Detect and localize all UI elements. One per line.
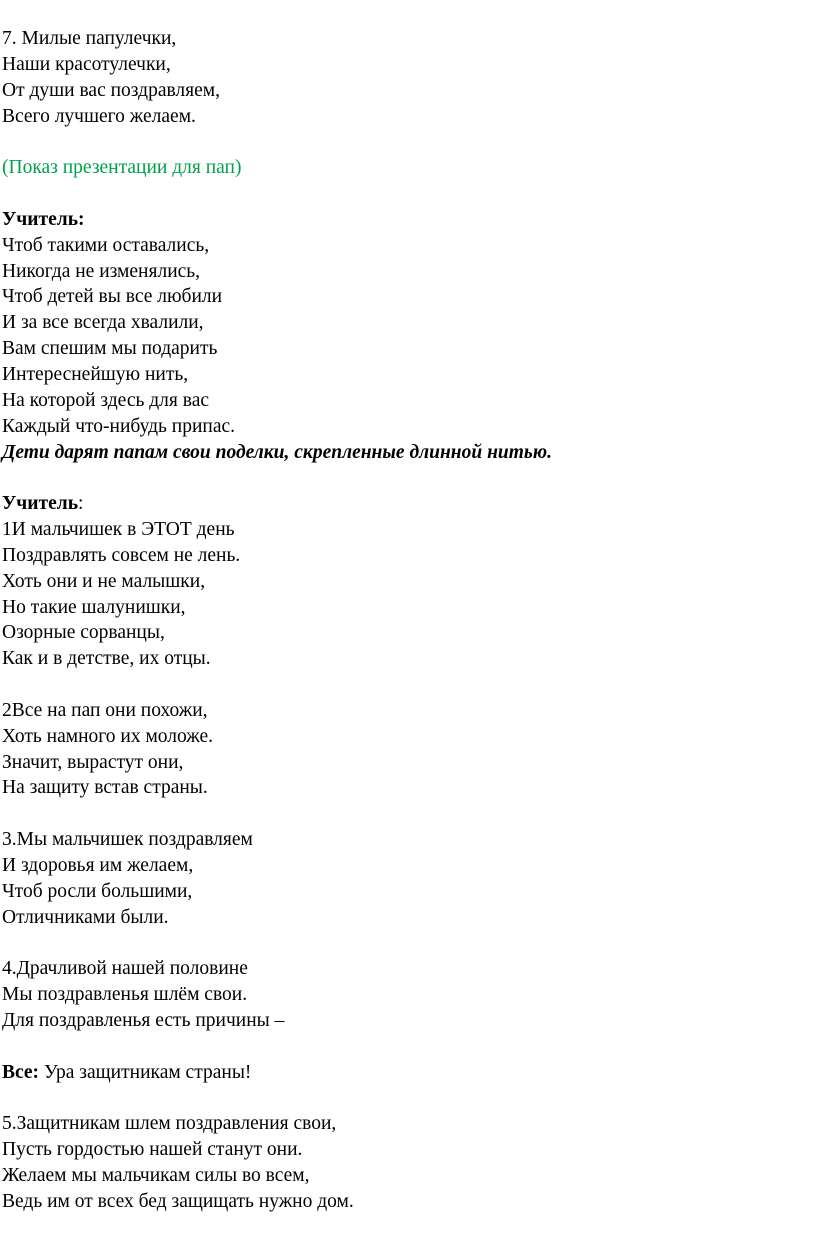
verse-line: Всего лучшего желаем. [2, 105, 196, 127]
verse-line: Мы поздравленья шлём свои. [2, 984, 248, 1006]
verse-line: 1И мальчишек в ЭТОТ день [2, 519, 235, 541]
spacer [2, 1034, 802, 1060]
spacer [2, 465, 802, 491]
verse-line: Каждый что-нибудь припас. [2, 415, 236, 437]
verse-line: Хоть намного их моложе. [2, 725, 214, 747]
speaker-label: Учитель: [2, 208, 85, 230]
verse-line: Как и в детстве, их отцы. [2, 648, 211, 670]
verse-line: На которой здесь для вас [2, 389, 210, 411]
stage-direction: Дети дарят папам свои поделки, скрепленные длинной нитью. [2, 441, 552, 463]
spacer [2, 1086, 802, 1112]
all-text: Ура защитникам страны! [39, 1061, 252, 1083]
spacer [2, 801, 802, 827]
spacer [2, 931, 802, 957]
verse-line: Желаем мы мальчикам силы во всем, [2, 1165, 310, 1187]
stanza-7 [2, 26, 802, 129]
spacer [2, 129, 802, 155]
verse-line: 2Все на пап они похожи, [2, 699, 208, 721]
verse-line: Интереснейшую нить, [2, 363, 189, 385]
verse-line: На защиту встав страны. [2, 777, 208, 799]
verse-line: Чтоб росли большими, [2, 880, 193, 902]
spacer [2, 672, 802, 698]
verse-line: Значит, вырастут они, [2, 751, 184, 773]
teacher-section-1 [2, 207, 802, 465]
verse-line: 3.Мы мальчишек поздравляем [2, 829, 253, 851]
verse-line: И здоровья им желаем, [2, 855, 194, 876]
stanza-5 [2, 1111, 802, 1214]
verse-line: 5.Защитникам шлем поздравления свои, [2, 1113, 337, 1135]
verse-line: Для поздравленья есть причины – [2, 1010, 285, 1032]
verse-line: Пусть гордостью нашей станут они. [2, 1139, 303, 1161]
verse-line: 4.Драчливой нашей половине [2, 958, 248, 980]
verse-line: Вам спешим мы подарить [2, 338, 218, 360]
speaker-line [2, 491, 802, 517]
verse-line: От души вас поздравляем, [2, 79, 220, 101]
verse-line: Наши красотулечки, [2, 53, 171, 75]
presentation-note: (Показ презентации для пап) [2, 157, 242, 179]
verse-line: Поздравлять совсем не лень. [2, 544, 241, 566]
verse-line: И за все всегда хвалили, [2, 312, 204, 334]
spacer [2, 181, 802, 207]
teacher-section-2 [2, 491, 802, 1034]
document-page [2, 26, 802, 1215]
verse-line: Отличниками были. [2, 906, 169, 928]
verse-line: Хоть они и не малышки, [2, 570, 206, 592]
verse-line: Озорные сорванцы, [2, 622, 165, 644]
verse-line: Никогда не изменялись, [2, 260, 201, 282]
verse-line: Но такие шалунишки, [2, 596, 186, 618]
speaker-colon: : [78, 493, 84, 515]
verse-line: 7. Милые папулечки, [2, 28, 177, 49]
verse-line: Ведь им от всех бед защищать нужно дом. [2, 1190, 354, 1212]
speaker-label: Все: [2, 1061, 40, 1083]
all-line [2, 1060, 802, 1086]
speaker-label: Учитель [2, 493, 79, 515]
verse-line: Чтоб такими оставались, [2, 234, 210, 256]
verse-line: Чтоб детей вы все любили [2, 286, 223, 308]
